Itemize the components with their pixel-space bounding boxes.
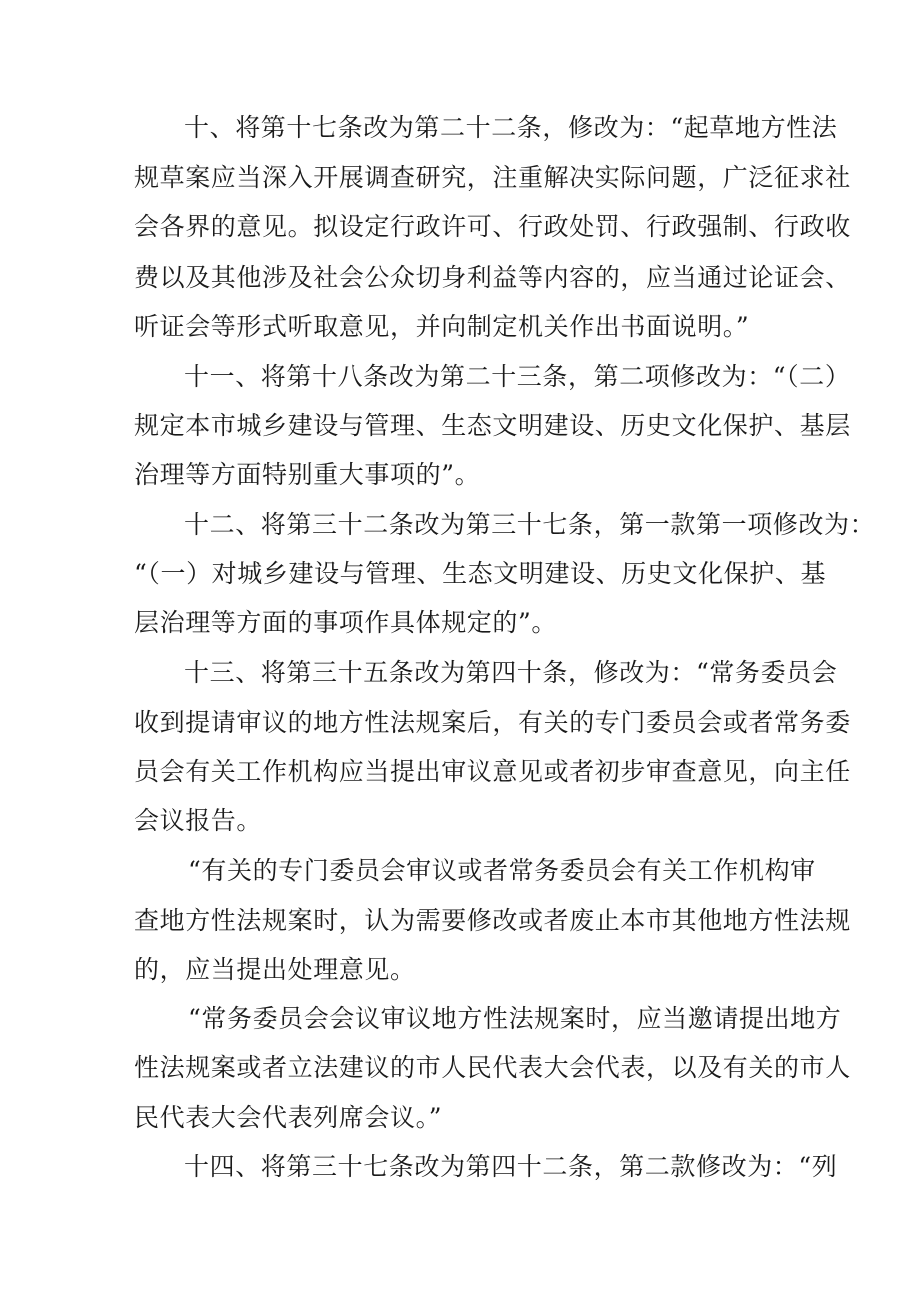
text-line: 收到提请审议的地方性法规案后，有关的专门委员会或者常务委 (134, 708, 851, 737)
text-line: “（一）对城乡建设与管理、生态文明建设、历史文化保护、基 (134, 559, 827, 588)
text-line: 规定本市城乡建设与管理、生态文明建设、历史文化保护、基层 (134, 411, 851, 440)
text-line: 会议报告。 (134, 806, 263, 835)
text-line: 听证会等形式听取意见，并向制定机关作出书面说明。” (134, 312, 750, 341)
text-line: 的，应当提出处理意见。 (134, 955, 416, 984)
text-line: 十三、将第三十五条改为第四十条，修改为：“常务委员会 (184, 658, 838, 687)
text-line: 性法规案或者立法建议的市人民代表大会代表，以及有关的市人 (134, 1053, 851, 1082)
text-line: 层治理等方面的事项作具体规定的”。 (134, 608, 557, 637)
text-line: 十一、将第十八条改为第二十三条，第二项修改为：“（二） (184, 362, 851, 391)
text-line: 会各界的意见。拟设定行政许可、行政处罚、行政强制、行政收 (134, 212, 851, 241)
text-line: 规草案应当深入开展调查研究，注重解决实际问题，广泛征求社 (134, 163, 851, 192)
text-line: 治理等方面特别重大事项的”。 (134, 460, 481, 489)
text-line: “常务委员会会议审议地方性法规案时，应当邀请提出地方 (188, 1004, 842, 1033)
text-line: 十四、将第三十七条改为第四十二条，第二款修改为：“列 (184, 1152, 838, 1181)
text-line: “有关的专门委员会审议或者常务委员会有关工作机构审 (188, 856, 816, 885)
text-line: 费以及其他涉及社会公众切身利益等内容的，应当通过论证会、 (134, 263, 851, 292)
text-line: 民代表大会代表列席会议。” (134, 1103, 443, 1132)
text-line: 查地方性法规案时，认为需要修改或者废止本市其他地方性法规 (134, 906, 851, 935)
text-line: 员会有关工作机构应当提出审议意见或者初步审查意见，向主任 (134, 757, 851, 786)
text-line: 十二、将第三十二条改为第三十七条，第一款第一项修改为： (184, 510, 876, 539)
text-line: 十、将第十七条改为第二十二条，修改为：“起草地方性法 (184, 113, 838, 142)
